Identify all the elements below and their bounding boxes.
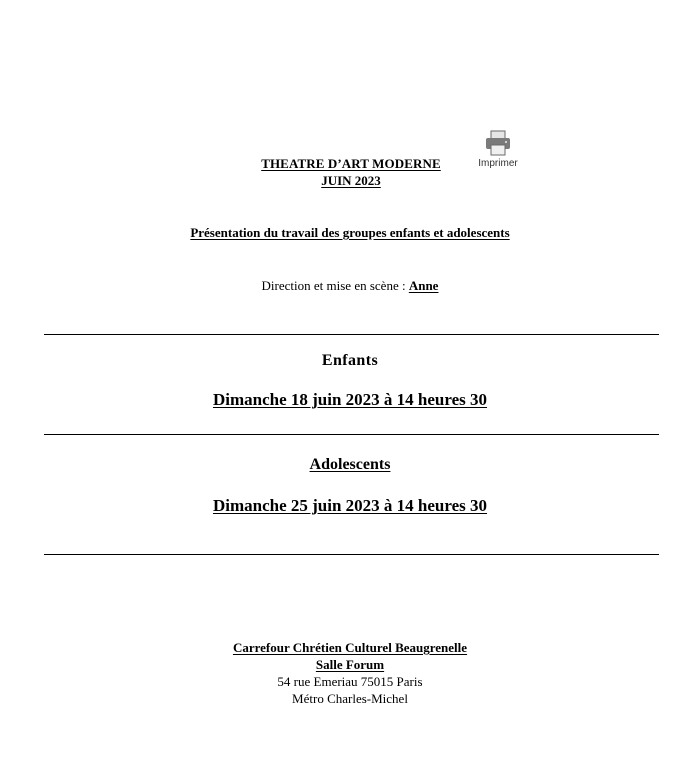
venue-address: 54 rue Emeriau 75015 Paris: [277, 674, 423, 689]
event-month: JUIN 2023: [321, 173, 381, 188]
performance-date-enfants-text: Dimanche 18 juin 2023 à 14 heures 30: [212, 390, 488, 409]
performance-date-adolescents: [0, 496, 700, 516]
direction-line: [0, 278, 700, 294]
group-heading-adolescents: [0, 456, 700, 474]
divider: [44, 334, 659, 335]
venue-room: [0, 656, 700, 673]
group-heading-enfants: Enfants: [321, 352, 379, 369]
document-header: [246, 155, 456, 189]
venue-room-text: Salle Forum: [315, 657, 385, 672]
venue-block: [0, 639, 700, 707]
divider: [44, 434, 659, 435]
divider: [44, 554, 659, 555]
theatre-title: THEATRE D’ART MODERNE: [261, 156, 441, 171]
director-name: Anne: [408, 278, 439, 293]
print-button-label: Imprimer: [478, 158, 518, 169]
group-heading-adolescents-text: Adolescents: [309, 456, 391, 473]
program-subtitle-text: Présentation du travail des groupes enfants et adolescents: [190, 225, 510, 240]
printer-icon: [484, 130, 512, 156]
performance-date-enfants: [0, 390, 700, 410]
venue-metro: Métro Charles-Michel: [292, 691, 408, 706]
program-subtitle: [0, 225, 700, 241]
venue-name-text: Carrefour Chrétien Culturel Beaugrenelle: [232, 640, 468, 655]
performance-date-adolescents-text: Dimanche 25 juin 2023 à 14 heures 30: [212, 496, 488, 515]
print-button[interactable]: [472, 130, 524, 176]
direction-label: Direction et mise en scène :: [261, 278, 409, 293]
venue-name: [0, 639, 700, 656]
